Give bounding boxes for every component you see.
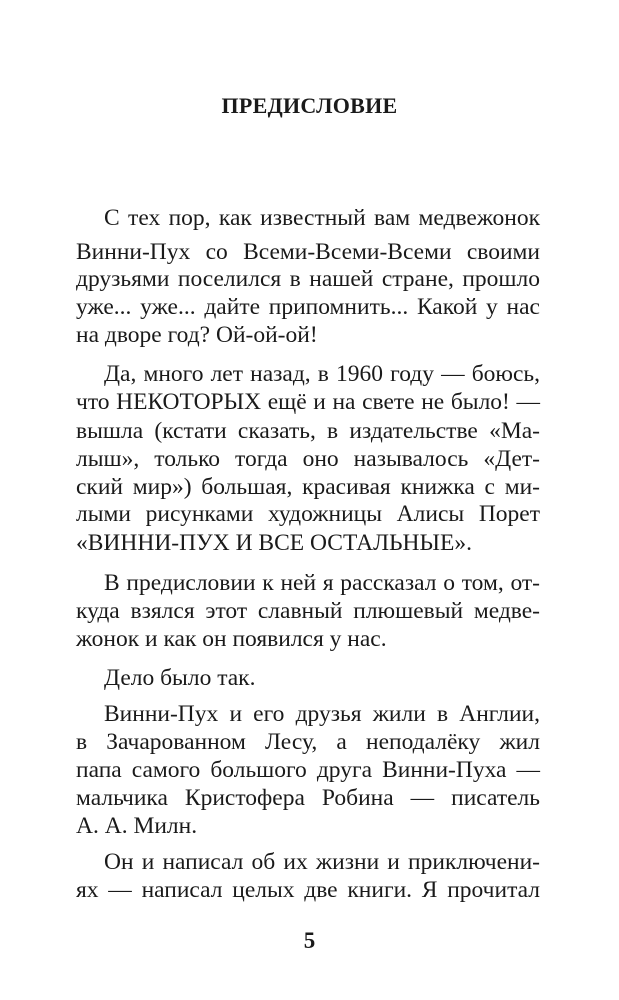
- text-line: Винни-Пух и его друзья жили в Англии,: [104, 701, 540, 727]
- text-line: Винни-Пух со Всеми-Всеми-Всеми своими: [76, 239, 540, 265]
- text-line: «ВИННИ-ПУХ И ВСЕ ОСТАЛЬНЫЕ».: [76, 530, 472, 556]
- page-number: 5: [303, 928, 316, 953]
- page-title: ПРЕДИСЛОВИЕ: [221, 93, 398, 118]
- text-line: лыш», только тогда оно называлось «Дет-: [76, 446, 540, 472]
- text-line: В предисловии к ней я рассказал о том, от-: [104, 570, 540, 596]
- text-line: друзьями поселился в нашей стране, прошло: [76, 266, 540, 292]
- text-line: Дело было так.: [104, 665, 256, 691]
- text-line: папа самого большого друга Винни-Пуха —: [76, 757, 540, 783]
- text-line: на дворе год? Ой-ой-ой!: [76, 322, 318, 348]
- text-line: мальчика Кристофера Робина — писатель: [76, 785, 540, 811]
- text-line: вышла (кстати сказать, в издательстве «Ма-: [76, 418, 540, 444]
- text-line: уже... уже... дайте припомнить... Какой у нас: [76, 294, 540, 320]
- text-line: А. А. Милн.: [76, 813, 198, 839]
- text-line: в Зачарованном Лесу, а неподалёку жил: [76, 729, 540, 755]
- text-line: С тех пор, как известный вам медвежонок: [104, 205, 540, 231]
- text-line: куда взялся этот славный плюшевый медве-: [76, 598, 540, 624]
- text-line: жонок и как он появился у нас.: [76, 626, 387, 652]
- text-line: ях — написал целых две книги. Я прочитал: [76, 877, 540, 903]
- text-line: что НЕКОТОРЫХ ещё и на свете не было! —: [76, 389, 540, 415]
- text-line: лыми рисунками художницы Алисы Порет: [76, 501, 540, 527]
- text-line: Да, много лет назад, в 1960 году — боюсь,: [104, 361, 540, 387]
- text-line: Он и написал об их жизни и приключени-: [104, 849, 540, 875]
- text-line: ский мир») большая, красивая книжка с ми-: [76, 474, 540, 500]
